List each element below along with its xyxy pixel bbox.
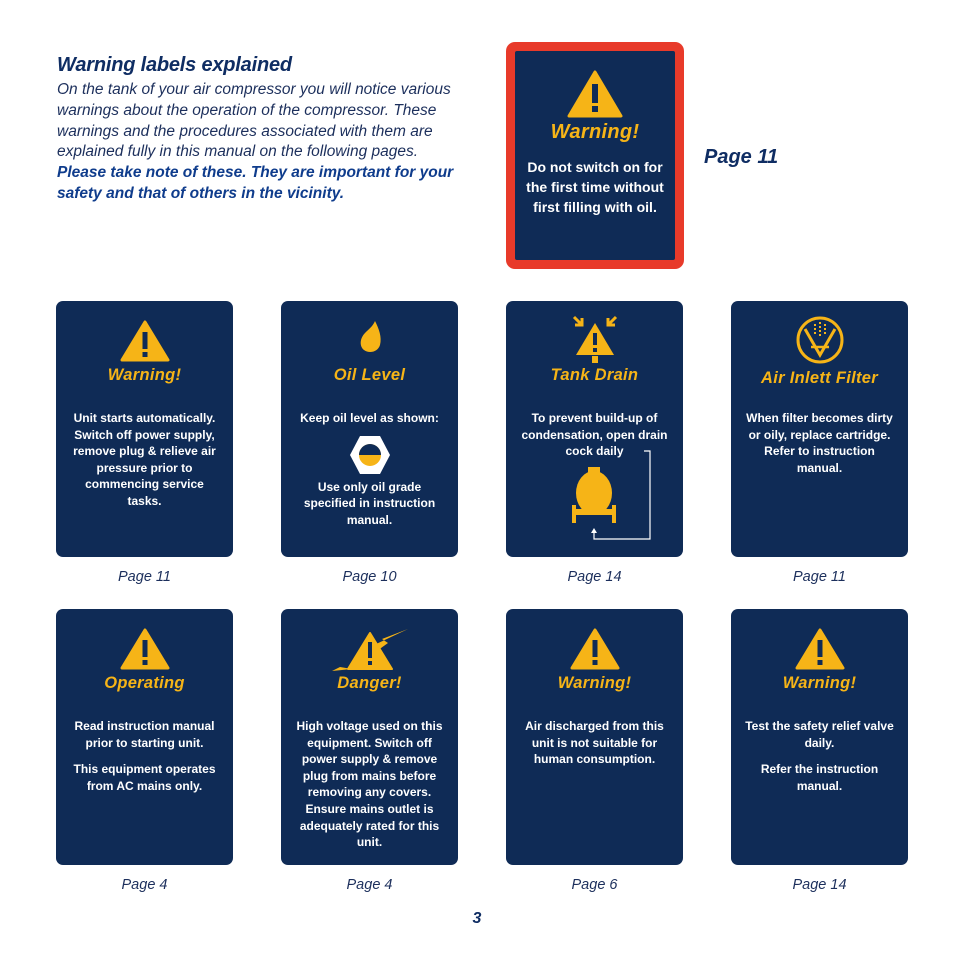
oil-drop-icon: [281, 319, 458, 367]
tank-drain-icon: [506, 315, 683, 363]
card-body-text-2: This equipment operates from AC mains only.: [73, 762, 216, 793]
featured-body: Do not switch on for the first time without first filling with oil.: [526, 159, 664, 215]
warning-triangle-icon: [56, 319, 233, 367]
warning-triangle-icon: [731, 627, 908, 675]
electric-danger-icon: [281, 627, 458, 675]
label-card-air-inlet-filter: [731, 301, 908, 557]
warning-triangle-icon: [515, 69, 675, 119]
card-body: [293, 718, 446, 851]
page-ref: Page 14: [567, 569, 622, 585]
card-body: [68, 410, 221, 510]
tank-diagram-icon: [566, 445, 666, 545]
page-ref: Page 4: [121, 877, 168, 893]
card-title: Warning!: [782, 674, 857, 692]
featured-title: Warning!: [550, 121, 640, 143]
label-card-warning-relief-valve: [731, 609, 908, 865]
intro-paragraph: On the tank of your air compressor you will notice various warnings about the operation of the compressor. These warnings and the procedures associated with them are explained fully in this manual on the following pages.: [57, 81, 451, 161]
page-ref: Page 6: [571, 877, 618, 893]
intro-heading: Warning labels explained: [57, 54, 292, 76]
label-card-tank-drain: [506, 301, 683, 557]
card-title: Warning!: [107, 366, 182, 384]
card-body-text: Air discharged from this unit is not suitable for human consumption.: [525, 719, 664, 767]
card-body: [68, 718, 221, 794]
card-body-text: When filter becomes dirty or oily, replace cartridge. Refer to instruction manual.: [746, 411, 893, 475]
warning-triangle-icon: [56, 627, 233, 675]
card-body-text: Keep oil level as shown:: [300, 411, 439, 425]
page-number: 3: [472, 910, 482, 927]
card-body-text: Read instruction manual prior to starting unit.: [74, 719, 215, 750]
label-card-danger: [281, 609, 458, 865]
card-body: [293, 410, 446, 528]
card-title: Danger!: [337, 674, 402, 692]
card-body-text: To prevent build-up of condensation, open drain cock daily: [521, 411, 668, 459]
intro-emphasis: Please take note of these. They are important for your safety and that of others in the vicinity.: [57, 164, 454, 202]
card-title: Operating: [104, 674, 185, 692]
page-ref: Page 11: [118, 569, 171, 585]
card-body: [743, 718, 896, 794]
card-title: Tank Drain: [550, 366, 639, 384]
card-body-text: High voltage used on this equipment. Switch off power supply & remove plug from mains before removing any covers. Ensure mains outlet is adequately rated for this unit.: [296, 719, 443, 850]
featured-warning-label: [506, 42, 684, 269]
card-body-text: Test the safety relief valve daily.: [745, 719, 894, 750]
air-filter-icon: [731, 315, 908, 363]
card-title: Oil Level: [333, 366, 406, 384]
card-body-text-2: Refer the instruction manual.: [760, 762, 879, 793]
featured-page-ref: Page 11: [704, 146, 779, 168]
warning-triangle-icon: [506, 627, 683, 675]
card-body: [743, 410, 896, 476]
intro-section: [57, 54, 477, 205]
page-ref: Page 4: [346, 877, 393, 893]
label-card-operating: [56, 609, 233, 865]
oil-sight-glass-icon: [293, 427, 446, 475]
card-body-text: Unit starts automatically. Switch off power supply, remove plug & relieve air pressure prior to commencing service tasks.: [73, 411, 216, 508]
label-card-warning-air-discharge: [506, 609, 683, 865]
card-title: Warning!: [557, 674, 632, 692]
card-body-text-2: Use only oil grade specified in instruction manual.: [303, 479, 436, 527]
page-ref: Page 10: [342, 569, 397, 585]
card-title: Air Inlett Filter: [761, 369, 878, 387]
page-ref: Page 14: [792, 877, 847, 893]
card-body: [518, 718, 671, 768]
label-card-warning-auto-start: [56, 301, 233, 557]
label-card-oil-level: [281, 301, 458, 557]
page-ref: Page 11: [793, 569, 846, 585]
